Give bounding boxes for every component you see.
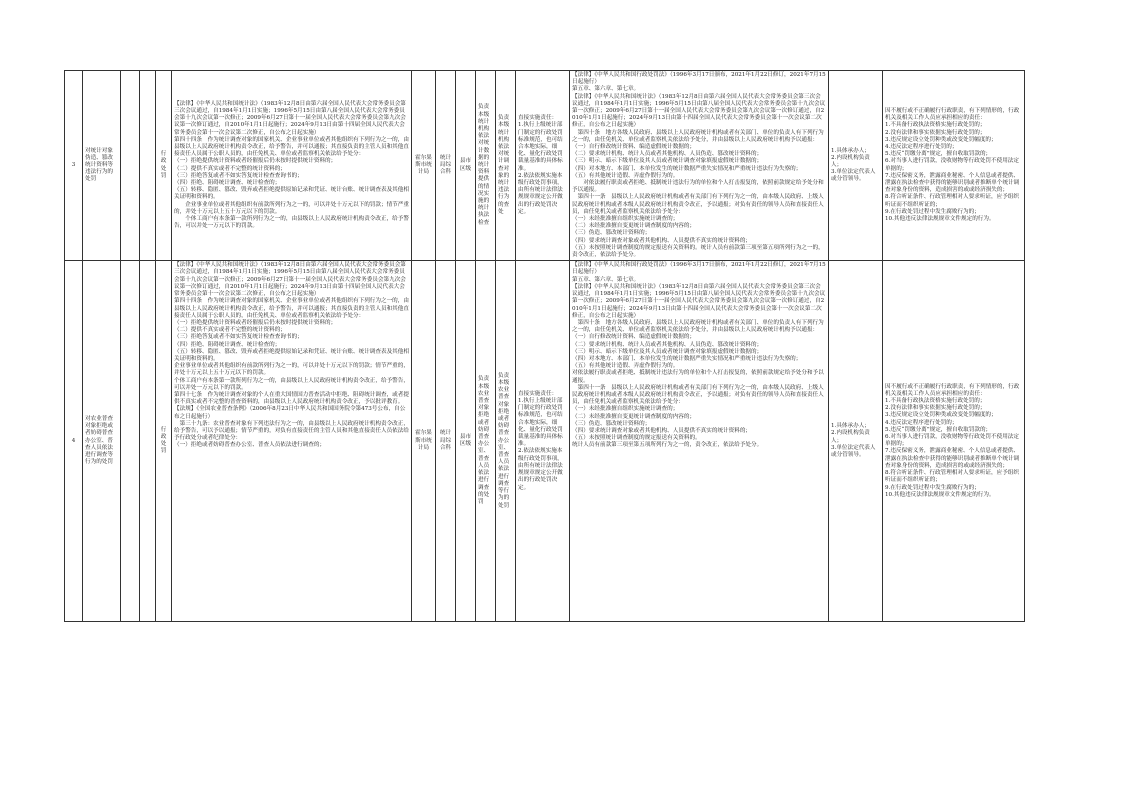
legal-basis-cell: 【法律】《中华人民共和国统计法》（1983年12月8日由第六届全国人民代表大会常务委员会第三次会议通过，自1984年1月1日实施；1996年5月15日由第八届全国人民代表大会常务委员会第十九次会议第一次修正；2009年6月27日第十一届全国人民代表大会常务委员会第九次会议第一次修订通过，自2010年1月1日起施行；2024年9月13日由第十四届全国人民代表大会常务委员会第十一次会议第二次修正，自公布之日起实施） 第四十四条 作为统计调查对象的国家机关、企业事业单位或者其他组织有下列行为之一的，由县级以上人民政府统计机构责令改正，给予警告，并可以通报；其直接负责的主管人员和其他直接责任人员属于公职人员的，由任免机关、单位或者监察机关依法给予处分： （一）拒绝提供统计资料或者经催报后仍未按时提供统计资料的； （二）提供不真实或者不完整的统计资料的； （三）拒绝答复或者不如实答复统计检查查询书的； （四）拒绝、阻碍统计调查、统计检查的； （五）转移、隐匿、篡改、毁弃或者拒绝提供原始记录和凭证、统计台账、统计调查表及其他相关证明和资料的。 企业事业单位或者其他组织有前款所列行为之一的，可以并处十万元以下的罚款；情节严重的，并处十万元以上五十万元以下的罚款。 个体工商户有本条第一款所列行为之一的，由县级以上人民政府统计机构责令改正，给予警告，可以并处一万元以下的罚款。 第四十七条 作为统计调查对象的个人在重大国情国力普查活动中拒绝、阻碍统计调查，或者提供不真实或者不完整的普查资料的，由县级以上人民政府统计机构责令改正，予以批评教育。 【法规】《全国农业普查条例》（2006年8月23日中华人民共和国国务院令第473号公布，自公布之日起施行） 第三十九条：农业普查对象有下列违法行为之一的，由县级以上人民政府统计机构责令改正，给予警告，可以予以通报；情节严重的，对负有直接责任的主管人员和其他直接责任人员依法给予行政处分或者纪律处分： （一）拒绝或者妨碍普查办公室、普查人员依法进行调查的； <box>172 261 412 622</box>
sub-item-cell <box>121 261 140 622</box>
item-name-cell: 对农业普查对象拒绝或者妨碍普查办公室、普查人员依法进行调查等行为的处罚 <box>83 261 121 622</box>
sub-item-cell <box>121 71 140 261</box>
blank-cell <box>140 71 156 261</box>
accountability-cell: 因不履行或不正确履行行政职责，有下列情形的，行政机关及相关工作人员应承担相应的责任： 1.不具备行政执法资格实施行政处罚的； 2.没有法律和事实依据实施行政处罚的； 3.违反规定设立处罚种类或改变处罚幅度的； 4.违反法定程序进行处罚的； 5.违反“罚缴分离”规定，擅自收取罚款的； 6.对当事人进行罚款，没收财物等行政处罚不使用法定单据的； 7.违反保密义务，泄露商业秘密、个人信息或者提供、泄露在执法检查中获得的能够识别或者推断单个统计调查对象身份的资料，造成损害的或或经济损失的； 8.符合听证条件、行政管理相对人要求听证，应予组织听证而不组织听证的； 9.在行政处罚过程中发生腐败行为的； 10.其他违反法律法规规章文件规定的行为。 <box>883 261 1025 622</box>
resp2-cell: 负责本级统计机构依法对统计调查对象的统计违法行为的查处 <box>496 71 516 261</box>
agency-cell: 霍尔果斯市统计局 <box>412 261 436 622</box>
seq-cell: 3 <box>65 71 83 261</box>
category-cell: 行政处罚 <box>156 261 172 622</box>
table-row <box>65 71 1025 261</box>
category-cell: 行政处罚 <box>156 71 172 261</box>
dept-cell: 统计局综合科 <box>436 261 456 622</box>
table-row <box>65 261 1025 622</box>
agency-cell: 霍尔果斯市统计局 <box>412 71 436 261</box>
resp2-cell: 负责本级农业普查对象拒绝或者妨碍普查办公室、普查人员依法进行调查等行为的处罚 <box>496 261 516 622</box>
blank-cell <box>140 261 156 622</box>
power-list-table <box>64 70 1025 622</box>
liability-basis-cell: 【法律】《中华人民共和国行政处罚法》（1996年3月17日颁布，2021年1月22日修订，2021年7月15日起施行） 第五章、第六章、第七章。 【法律】《中华人民共和国统计法》（1983年12月8日由第六届全国人民代表大会常务委员会第三次会议通过，自1984年1月1日实施；1996年5月15日由第八届全国人民代表大会常务委员会第十九次会议第一次修正；2009年6月27日第十一届全国人民代表大会常务委员会第九次会议第一次修订通过，自2010年1月1日起施行；2024年9月13日由第十四届全国人民代表大会常务委员会第十一次会议第二次修正，自公布之日起实施） 第四十条 地方各级人民政府、县级以上人民政府统计机构或者有关部门、单位的负责人有下列行为之一的，由任免机关、单位或者监察机关依法给予处分，并由县级以上人民政府统计机构予以通报： （一）自行修改统计资料、编造虚假统计数据的； （二）要求统计机构、统计人员或者其他机构、人员伪造、篡改统计资料的； （三）明示、暗示下级单位及其人员或者统计调查对象填报虚假统计数据的； （四）对本地方、本部门、本单位发生的统计数据严重失实情况和严重统计违法行为失察的； （五）有其他统计造假、弄虚作假行为的。 对依法履行职责或者拒绝、抵制统计违法行为的单位和个人打击报复的，依照前款规定给予处分和予以通报。 第四十一条 县级以上人民政府统计机构或者有关部门有下列行为之一的，由本级人民政府、上级人民政府统计机构或者本级人民政府统计机构责令改正，予以通报；对负有责任的领导人员和直接责任人员，由任免机关或者监察机关依法给予处分： （一）未经批准擅自组织实施统计调查的； （二）未经批准擅自变更统计调查制度的内容的； （三）伪造、篡改统计资料的； （四）要求统计调查对象或者其他机构、人员提供不真实的统计资料的； （五）未按照统计调查制度的规定报送有关资料的。 统计人员有前款第三项至第五项所列行为之一的，责令改正，依法给予处分。 <box>570 261 829 622</box>
legal-basis-cell: 【法律】《中华人民共和国统计法》（1983年12月8日由第六届全国人民代表大会常务委员会第三次会议通过，自1984年1月1日实施；1996年5月15日由第八届全国人民代表大会常务委员会第十九次会议第一次修正；2009年6月27日第十一届全国人民代表大会常务委员会第九次会议第一次修订通过，自2010年1月1日起施行；2024年9月13日由第十四届全国人民代表大会常务委员会第十一次会议第二次修正，自公布之日起实施） 第四十四条 作为统计调查对象的国家机关、企业事业单位或者其他组织有下列行为之一的，由县级以上人民政府统计机构责令改正，给予警告，并可以通报；其直接负责的主管人员和其他直接责任人员属于公职人员的，由任免机关、单位或者监察机关依法给予处分： （一）拒绝提供统计资料或者经催报后仍未按时提供统计资料的； （二）提供不真实或者不完整的统计资料的； （三）拒绝答复或者不如实答复统计检查查询书的； （四）拒绝、阻碍统计调查、统计检查的； （五）转移、隐匿、篡改、毁弃或者拒绝提供原始记录和凭证、统计台账、统计调查表及其他相关证明和资料的。 企业事业单位或者其他组织有前款所列行为之一的，可以并处十万元以下的罚款；情节严重的，并处十万元以上五十万元以下的罚款。 个体工商户有本条第一款所列行为之一的，由县级以上人民政府统计机构责令改正，给予警告，可以并处一万元以下的罚款。 <box>172 71 412 261</box>
duty-subject-cell: 1.具体承办人； 2.内设机构负责人； 3.单位法定代表人或分管领导。 <box>829 261 883 622</box>
duty-subject-cell: 1.具体承办人； 2.内设机构负责人； 3.单位法定代表人或分管领导。 <box>829 71 883 261</box>
duty-cell: 直接实施责任： 1.执行上级统计部门制定的行政处罚标准规范，也可结合本地实际，细化、量化行政处罚裁量基准的具体标准。 2.依法依规实施本级行政处罚事项，由所有统计法律法规规章规定公开做出的行政处罚决定。 <box>516 261 570 622</box>
seq-cell: 4 <box>65 261 83 622</box>
dept-cell: 统计局综合科 <box>436 71 456 261</box>
resp1-cell: 负责本级农业普查对象拒绝或者妨碍普查办公室、普查人员依法进行调查的处罚 <box>476 261 496 622</box>
liability-basis-cell: 【法律】《中华人民共和国行政处罚法》（1996年3月17日颁布，2021年1月22日修订，2021年7月15日起施行） 第五章、第六章、第七章。 【法律】《中华人民共和国统计法》（1983年12月8日由第六届全国人民代表大会常务委员会第三次会议通过，自1984年1月1日实施；1996年5月15日由第八届全国人民代表大会常务委员会第十九次会议第一次修正；2009年6月27日第十一届全国人民代表大会常务委员会第九次会议第一次修订通过，自2010年1月1日起施行；2024年9月13日由第十四届全国人民代表大会常务委员会第十一次会议第二次修正，自公布之日起实施） 第四十条 地方各级人民政府、县级以上人民政府统计机构或者有关部门、单位的负责人有下列行为之一的，由任免机关、单位或者监察机关依法给予处分，并由县级以上人民政府统计机构予以通报： （一）自行修改统计资料、编造虚假统计数据的； （二）要求统计机构、统计人员或者其他机构、人员伪造、篡改统计资料的； （三）明示、暗示下级单位及其人员或者统计调查对象填报虚假统计数据的； （四）对本地方、本部门、本单位发生的统计数据严重失实情况和严重统计违法行为失察的； （五）有其他统计造假、弄虚作假行为的。 对依法履行职责或者拒绝、抵制统计违法行为的单位和个人打击报复的，依照前款规定给予处分和予以通报。 第四十一条 县级以上人民政府统计机构或者有关部门有下列行为之一的，由本级人民政府、上级人民政府统计机构或者本级人民政府统计机构责令改正，予以通报；对负有责任的领导人员和直接责任人员，由任免机关或者监察机关依法给予处分： （一）未经批准擅自组织实施统计调查的； （二）未经批准擅自变更统计调查制度的内容的； （三）伪造、篡改统计资料的； （四）要求统计调查对象或者其他机构、人员提供不真实的统计资料的； （五）未按照统计调查制度的规定报送有关资料的。统计人员有前款第三项至第五项所列行为之一的，责令改正，依法给予处分。 <box>570 71 829 261</box>
level-cell: 县市区级 <box>456 261 476 622</box>
level-cell: 县市区级 <box>456 71 476 261</box>
accountability-cell: 因不履行或不正确履行行政职责，有下列情形的，行政机关及相关工作人员应承担相应的责任： 1.不具备行政执法资格实施行政处罚的； 2.没有法律和事实依据实施行政处罚的； 3.违反规定设立处罚种类或改变处罚幅度的； 4.违反法定程序进行处罚的； 5.违反“罚缴分离”规定，擅自收取罚款的； 6.对当事人进行罚款，没收财物等行政处罚不使用法定单据的； 7.违反保密义务，泄露商业秘密、个人信息或者提供、泄露在执法检查中获得的能够识别或者推断单个统计调查对象身份的资料，造成损害的或或经济损失的； 8.符合听证条件、行政管理相对人要求听证，应予组织听证而不组织听证的； 9.在行政处罚过程中发生腐败行为的； 10.其他违反法律法规规章文件规定的行为。 <box>883 71 1025 261</box>
item-name-cell: 对统计对象伪造、篡改统计资料等违法行为的处罚 <box>83 71 121 261</box>
resp1-cell: 负责本级统计机构依法对统计数据的统计资料提供的情况实施的统计执法检查 <box>476 71 496 261</box>
duty-cell: 直接实施责任： 1.执行上级统计部门制定的行政处罚标准规范，也可结合本地实际，细化、量化行政处罚裁量基准的具体标准。 2.依法依规实施本级行政处罚事项，由所有统计法律法规规章规定公开做出的行政处罚决定。 <box>516 71 570 261</box>
